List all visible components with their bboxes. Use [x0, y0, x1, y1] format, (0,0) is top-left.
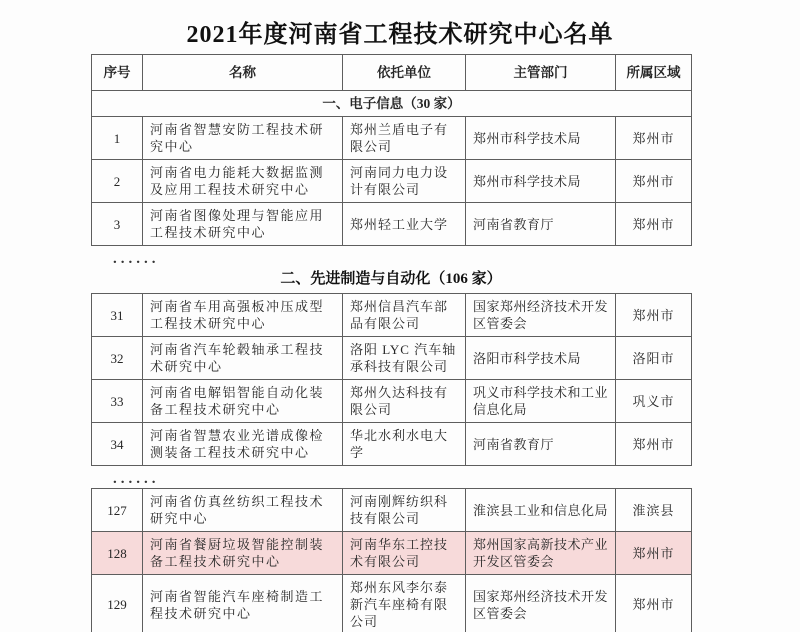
cell-unit: 华北水利水电大学 — [343, 423, 466, 466]
section-row-electronics — [92, 91, 692, 117]
cell-name: 河南省智能汽车座椅制造工程技术研究中心 — [143, 575, 343, 632]
page-title: 2021年度河南省工程技术研究中心名单 — [186, 22, 614, 48]
table-header-row — [92, 55, 692, 91]
cell-no: 32 — [92, 337, 143, 380]
cell-unit: 河南同力电力设计有限公司 — [343, 160, 466, 203]
cell-no: 2 — [92, 160, 143, 203]
cell-name: 河南省餐厨垃圾智能控制装备工程技术研究中心 — [143, 532, 343, 575]
cell-unit: 河南刚辉纺织科技有限公司 — [343, 489, 466, 532]
cell-region: 郑州市 — [616, 160, 692, 203]
cell-dept: 河南省教育厅 — [466, 203, 616, 246]
cell-name: 河南省汽车轮毂轴承工程技术研究中心 — [143, 337, 343, 380]
cell-region: 郑州市 — [616, 423, 692, 466]
centers-table-part1 — [91, 54, 692, 246]
cell-dept: 洛阳市科学技术局 — [466, 337, 616, 380]
cell-unit: 洛阳 LYC 汽车轴承科技有限公司 — [343, 337, 466, 380]
cell-unit: 郑州轻工业大学 — [343, 203, 466, 246]
table-row — [92, 423, 692, 466]
cell-unit: 郑州东风李尔泰新汽车座椅有限公司 — [343, 575, 466, 632]
cell-no: 3 — [92, 203, 143, 246]
cell-region: 郑州市 — [616, 294, 692, 337]
cell-no: 128 — [92, 532, 143, 575]
cell-no: 31 — [92, 294, 143, 337]
cell-no: 34 — [92, 423, 143, 466]
cell-unit: 河南华东工控技术有限公司 — [343, 532, 466, 575]
table-row — [92, 380, 692, 423]
table-row — [92, 203, 692, 246]
cell-dept: 河南省教育厅 — [466, 423, 616, 466]
cell-dept: 郑州国家高新技术产业开发区管委会 — [466, 532, 616, 575]
cell-region: 郑州市 — [616, 532, 692, 575]
cell-name: 河南省仿真丝纺织工程技术研究中心 — [143, 489, 343, 532]
table-row — [92, 575, 692, 632]
table-row — [92, 294, 692, 337]
cell-dept: 巩义市科学技术和工业信息化局 — [466, 380, 616, 423]
cell-no: 1 — [92, 117, 143, 160]
section-heading-manufacturing: 二、先进制造与自动化（106 家） — [280, 271, 502, 287]
table-area — [91, 54, 691, 632]
cell-no: 129 — [92, 575, 143, 632]
cell-region: 洛阳市 — [616, 337, 692, 380]
cell-dept: 国家郑州经济技术开发区管委会 — [466, 575, 616, 632]
cell-region: 郑州市 — [616, 203, 692, 246]
cell-name: 河南省图像处理与智能应用工程技术研究中心 — [143, 203, 343, 246]
cell-name: 河南省智慧安防工程技术研究中心 — [143, 117, 343, 160]
cell-unit: 郑州兰盾电子有限公司 — [343, 117, 466, 160]
cell-no: 127 — [92, 489, 143, 532]
cell-name: 河南省智慧农业光谱成像检测装备工程技术研究中心 — [143, 423, 343, 466]
cell-region: 淮滨县 — [616, 489, 692, 532]
cell-dept: 郑州市科学技术局 — [466, 160, 616, 203]
col-header-name: 名称 — [143, 55, 343, 91]
centers-table-part3 — [91, 488, 692, 632]
cell-unit: 郑州久达科技有限公司 — [343, 380, 466, 423]
ellipsis-1: ...... — [113, 251, 160, 267]
section-heading-electronics: 一、电子信息（30 家） — [92, 91, 692, 117]
col-header-dept: 主管部门 — [466, 55, 616, 91]
table-row — [92, 532, 692, 575]
col-header-no: 序号 — [92, 55, 143, 91]
cell-region: 郑州市 — [616, 117, 692, 160]
table-row — [92, 117, 692, 160]
cell-region: 郑州市 — [616, 575, 692, 632]
col-header-region: 所属区域 — [616, 55, 692, 91]
table-row — [92, 160, 692, 203]
cell-unit: 郑州信昌汽车部品有限公司 — [343, 294, 466, 337]
cell-no: 33 — [92, 380, 143, 423]
ellipsis-2: ...... — [113, 471, 160, 487]
cell-dept: 淮滨县工业和信息化局 — [466, 489, 616, 532]
col-header-unit: 依托单位 — [343, 55, 466, 91]
cell-region: 巩义市 — [616, 380, 692, 423]
table-row — [92, 489, 692, 532]
cell-dept: 郑州市科学技术局 — [466, 117, 616, 160]
cell-name: 河南省电解铝智能自动化装备工程技术研究中心 — [143, 380, 343, 423]
table-row — [92, 337, 692, 380]
cell-dept: 国家郑州经济技术开发区管委会 — [466, 294, 616, 337]
cell-name: 河南省车用高强板冲压成型工程技术研究中心 — [143, 294, 343, 337]
cell-name: 河南省电力能耗大数据监测及应用工程技术研究中心 — [143, 160, 343, 203]
centers-table-part2 — [91, 293, 692, 466]
